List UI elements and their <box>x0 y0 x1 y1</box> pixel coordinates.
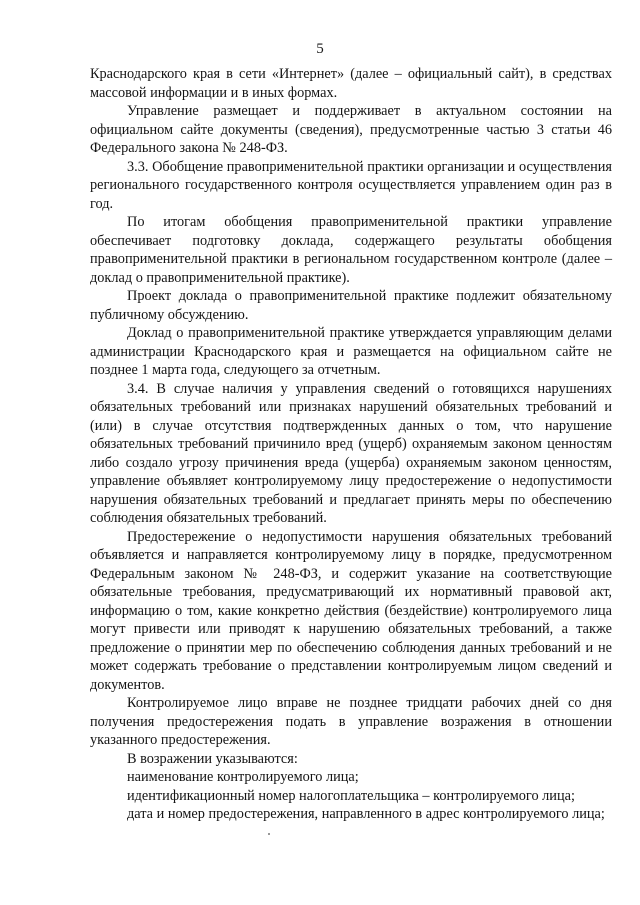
paragraph: Доклад о правоприменительной практике утверждается управляющим делами администрации Краснодарского края и размещается на официальном сайте не позднее 1 марта года, следующего за отчетным. <box>90 325 612 378</box>
paragraph: Проект доклада о правоприменительной практике подлежит обязательному публичному обсуждению. <box>90 288 612 323</box>
list-item: дата и номер предостережения, направленного в адрес контролируемого лица; <box>127 806 605 822</box>
paragraph: В возражении указываются: <box>127 750 298 767</box>
paragraph: Управление размещает и поддерживает в актуальном состоянии на официальном сайте документы (сведения), предусмотренные частью 3 статьи 46 Федерального закона № 248-ФЗ. <box>90 103 612 156</box>
document-body <box>90 65 612 824</box>
paragraph-section-3-3: 3.3. Обобщение правоприменительной практики организации и осуществления регионального государственного контроля осуществляется управлением один раз в год. <box>90 158 612 212</box>
paragraph: По итогам обобщения правоприменительной практики управление обеспечивает подготовку доклада, содержащего результаты обобщения правоприменительной практики в региональном государственном контроле (далее – доклад о правоприменительной практике). <box>90 214 612 286</box>
paragraph: Предостережение о недопустимости нарушения обязательных требований объявляется и направляется контролируемому лицу в порядке, предусмотренном Федеральным законом № 248-ФЗ, и содержит указание на соответствующие обязательные требования, предусматривающий их нормативный правовой акт, информацию о том, какие конкретно действия (бездействие) контролируемого лица могут привести или приводят к нарушению обязательных требований, а также предложение о принятии мер по обеспечению соблюдения данных требований и не может содержать требование о представлении контролируемым лицом сведений и документов. <box>90 528 612 693</box>
paragraph: Контролируемое лицо вправе не позднее тридцати рабочих дней со дня получения предостережения подать в управление возражения в отношении указанного предостережения. <box>90 695 612 748</box>
paragraph-section-3-4: 3.4. В случае наличия у управления сведений о готовящихся нарушениях обязательных требований или признаках нарушений обязательных требований и (или) в случае отсутствия подтвержденных данных о том, что нарушение обязательных требований причинило вред (ущерб) охраняемым законом ценностям либо создало угрозу причинения вреда (ущерба) охраняемым законом ценностям, управление объявляет контролируемому лицу предостережение о недопустимости нарушения обязательных требований и предлагает принять меры по обеспечению соблюдения обязательных требований. <box>90 380 612 526</box>
list-item: идентификационный номер налогоплательщика – контролируемого лица; <box>127 787 575 804</box>
list-item: наименование контролируемого лица; <box>127 769 359 785</box>
page-number: 5 <box>316 41 324 57</box>
paragraph-continuation: Краснодарского края в сети «Интернет» (далее – официальный сайт), в средствах массовой информации и в иных формах. <box>90 66 612 101</box>
scan-artifact <box>268 833 270 835</box>
